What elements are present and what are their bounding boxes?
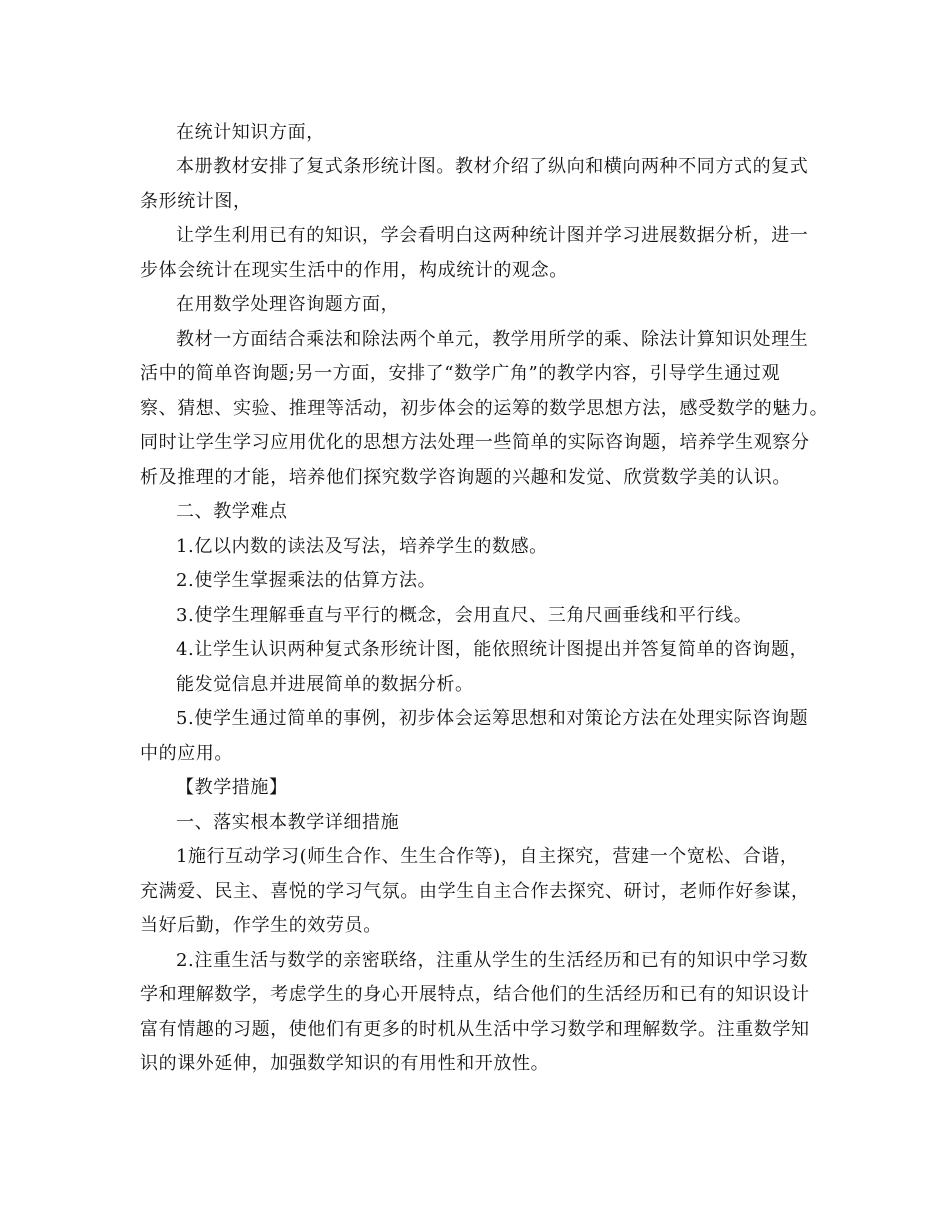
- text-line: 活中的简单咨询题;另一方面，安排了“数学广角”的教学内容，引导学生通过观: [140, 363, 781, 384]
- text-line: 察、猜想、实验、推理等活动，初步体会的运筹的数学思想方法，感受数学的魅力。: [140, 398, 829, 419]
- section-heading-teaching-measures: 【教学措施】: [176, 777, 288, 798]
- text-line: 析及推理的才能，培养他们探究数学咨询题的兴趣和发觉、欣赏数学美的认识。: [140, 467, 791, 488]
- text-line: 充满爱、民主、喜悦的学习气氛。由学生自主合作去探究、研讨，老师作好参谋，: [140, 881, 810, 902]
- list-item: 5.使学生通过简单的事例，初步体会运筹思想和对策论方法在处理实际咨询题: [176, 708, 809, 729]
- text-line: 本册教材安排了复式条形统计图。教材介绍了纵向和横向两种不同方式的复式: [176, 156, 809, 177]
- section-heading-teaching-difficulties: 二、教学难点: [176, 501, 288, 522]
- text-line-statistics-heading: 在统计知识方面，: [176, 122, 325, 143]
- list-item-continuation: 中的应用。: [140, 743, 233, 764]
- list-item: 1.亿以内数的读法及写法，培养学生的数感。: [176, 536, 548, 557]
- list-item: 3.使学生理解垂直与平行的概念，会用直尺、三角尺画垂线和平行线。: [176, 605, 753, 626]
- text-line: 富有情趣的习题，使他们有更多的时机从生活中学习数学和理解数学。注重数学知: [140, 1019, 810, 1040]
- text-line: 2.注重生活与数学的亲密联络，注重从学生的生活经历和已有的知识中学习数: [176, 950, 809, 971]
- text-line: 让学生利用已有的知识，学会看明白这两种统计图并学习进展数据分析，进一: [176, 225, 809, 246]
- text-line: 同时让学生学习应用优化的思想方法处理一些简单的实际咨询题，培养学生观察分: [140, 432, 810, 453]
- subsection-heading: 一、落实根本教学详细措施: [176, 812, 400, 833]
- text-line: 当好后勤，作学生的效劳员。: [140, 915, 382, 936]
- list-item-continuation: 能发觉信息并进展简单的数据分析。: [176, 674, 474, 695]
- text-line: 条形统计图，: [140, 191, 252, 212]
- text-line: 识的课外延伸，加强数学知识的有用性和开放性。: [140, 1053, 550, 1074]
- text-line: 步体会统计在现实生活中的作用，构成统计的观念。: [140, 260, 568, 281]
- text-line: 教材一方面结合乘法和除法两个单元，教学用所学的乘、除法计算知识处理生: [176, 329, 809, 350]
- text-line: 学和理解数学，考虑学生的身心开展特点，结合他们的生活经历和已有的知识设计: [140, 984, 810, 1005]
- text-line: 1施行互动学习(师生合作、生生合作等)，自主探究，营建一个宽松、合谐，: [176, 846, 799, 867]
- list-item: 2.使学生掌握乘法的估算方法。: [176, 570, 437, 591]
- list-item: 4.让学生认识两种复式条形统计图，能依照统计图提出并答复简单的咨询题，: [176, 639, 809, 660]
- text-line-problem-solving-heading: 在用数学处理咨询题方面，: [176, 294, 400, 315]
